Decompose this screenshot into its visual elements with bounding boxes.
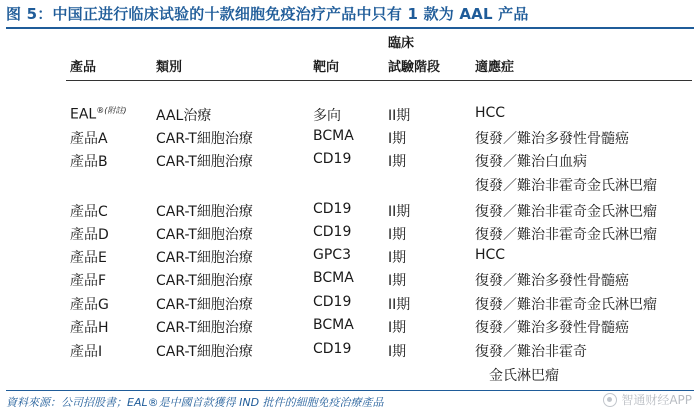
cell-category: CAR-T細胞治療 [156,344,253,360]
cell-target: CD19 [313,201,352,217]
product-name: 產品C [70,204,108,220]
cell-indication: 復發／難治非霍奇 [475,344,587,360]
cell-indication: HCC [475,247,506,263]
header-rule [66,80,692,81]
cell-indication: 復發／難治非霍奇金氏淋巴瘤 [475,297,657,313]
title-rule [6,27,694,29]
cell-indication: 金氏淋巴瘤 [489,368,559,384]
cell-category: CAR-T細胞治療 [156,297,253,313]
cell-product [70,294,109,314]
cell-indication: 復發／難治多發性骨髓癌 [475,320,629,336]
cell-target: CD19 [313,341,352,357]
cell-target: BCMA [313,128,354,144]
cell-phase: I期 [388,250,407,266]
cell-product [70,128,108,148]
cell-product [70,341,102,361]
product-footnote-mark: ®(附註) [96,106,127,115]
cell-indication: 復發／難治非霍奇金氏淋巴瘤 [475,227,657,243]
cell-target: BCMA [313,317,354,333]
cell-phase: II期 [388,108,411,124]
product-name: 產品F [70,273,107,289]
product-name: 產品G [70,297,109,313]
cell-phase: I期 [388,131,407,147]
source-rule [6,390,694,391]
cell-category: CAR-T細胞治療 [156,227,253,243]
product-name: 產品A [70,131,108,147]
cell-phase: I期 [388,320,407,336]
cell-target: CD19 [313,151,352,167]
cell-phase: I期 [388,273,407,289]
cell-product [70,270,106,290]
cell-target: CD19 [313,294,352,310]
cell-phase: I期 [388,154,407,170]
cell-category: CAR-T細胞治療 [156,204,253,220]
cell-phase: II期 [388,204,411,220]
cell-product [70,247,107,267]
cell-category: CAR-T細胞治療 [156,320,253,336]
cell-indication: 復發／難治多發性骨髓癌 [475,131,629,147]
cell-target: GPC3 [313,247,351,263]
product-name: 產品E [70,250,107,266]
cell-indication: HCC [475,105,506,121]
cell-category: CAR-T細胞治療 [156,154,253,170]
cell-category: AAL治療 [156,108,212,124]
product-name: 產品I [70,344,103,360]
header-product: 產品 [70,60,97,75]
cell-target: 多向 [313,108,341,124]
cell-product [70,224,109,244]
cell-product [70,317,109,337]
cell-category: CAR-T細胞治療 [156,273,253,289]
product-name: 產品B [70,154,108,170]
cell-category: CAR-T細胞治療 [156,131,253,147]
cell-product [70,151,108,171]
cell-category: CAR-T細胞治療 [156,250,253,266]
source-note: 資料來源：公司招股書；EAL®是中國首款獲得 IND 批件的細胞免疫治療產品 [6,396,384,409]
product-name: EAL [70,106,97,123]
cell-indication: 復發／難治多發性骨髓癌 [475,273,629,289]
header-category: 類別 [156,60,183,75]
cell-target: BCMA [313,270,354,286]
cell-indication: 復發／難治白血病 [475,154,587,170]
product-name: 產品D [70,227,109,243]
figure-title: 图 5：中国正进行临床试验的十款细胞免疫治疗产品中只有 1 款为 AAL 产品 [6,5,529,23]
cell-phase: I期 [388,344,407,360]
cell-target: CD19 [313,224,352,240]
header-indication: 適應症 [475,60,515,75]
cell-indication: 復發／難治非霍奇金氏淋巴瘤 [475,178,657,194]
watermark-logo-icon [603,393,617,407]
header-phase-line2: 試驗階段 [388,60,441,75]
cell-product [70,201,108,221]
cell-phase: II期 [388,297,411,313]
product-name: 產品H [70,320,109,336]
cell-product [70,105,126,123]
cell-indication: 復發／難治非霍奇金氏淋巴瘤 [475,204,657,220]
watermark-text: 智通财经APP [621,393,692,407]
cell-phase: I期 [388,227,407,243]
watermark [603,391,692,408]
header-phase-line1: 臨床 [388,36,415,51]
header-target: 靶向 [313,60,340,75]
